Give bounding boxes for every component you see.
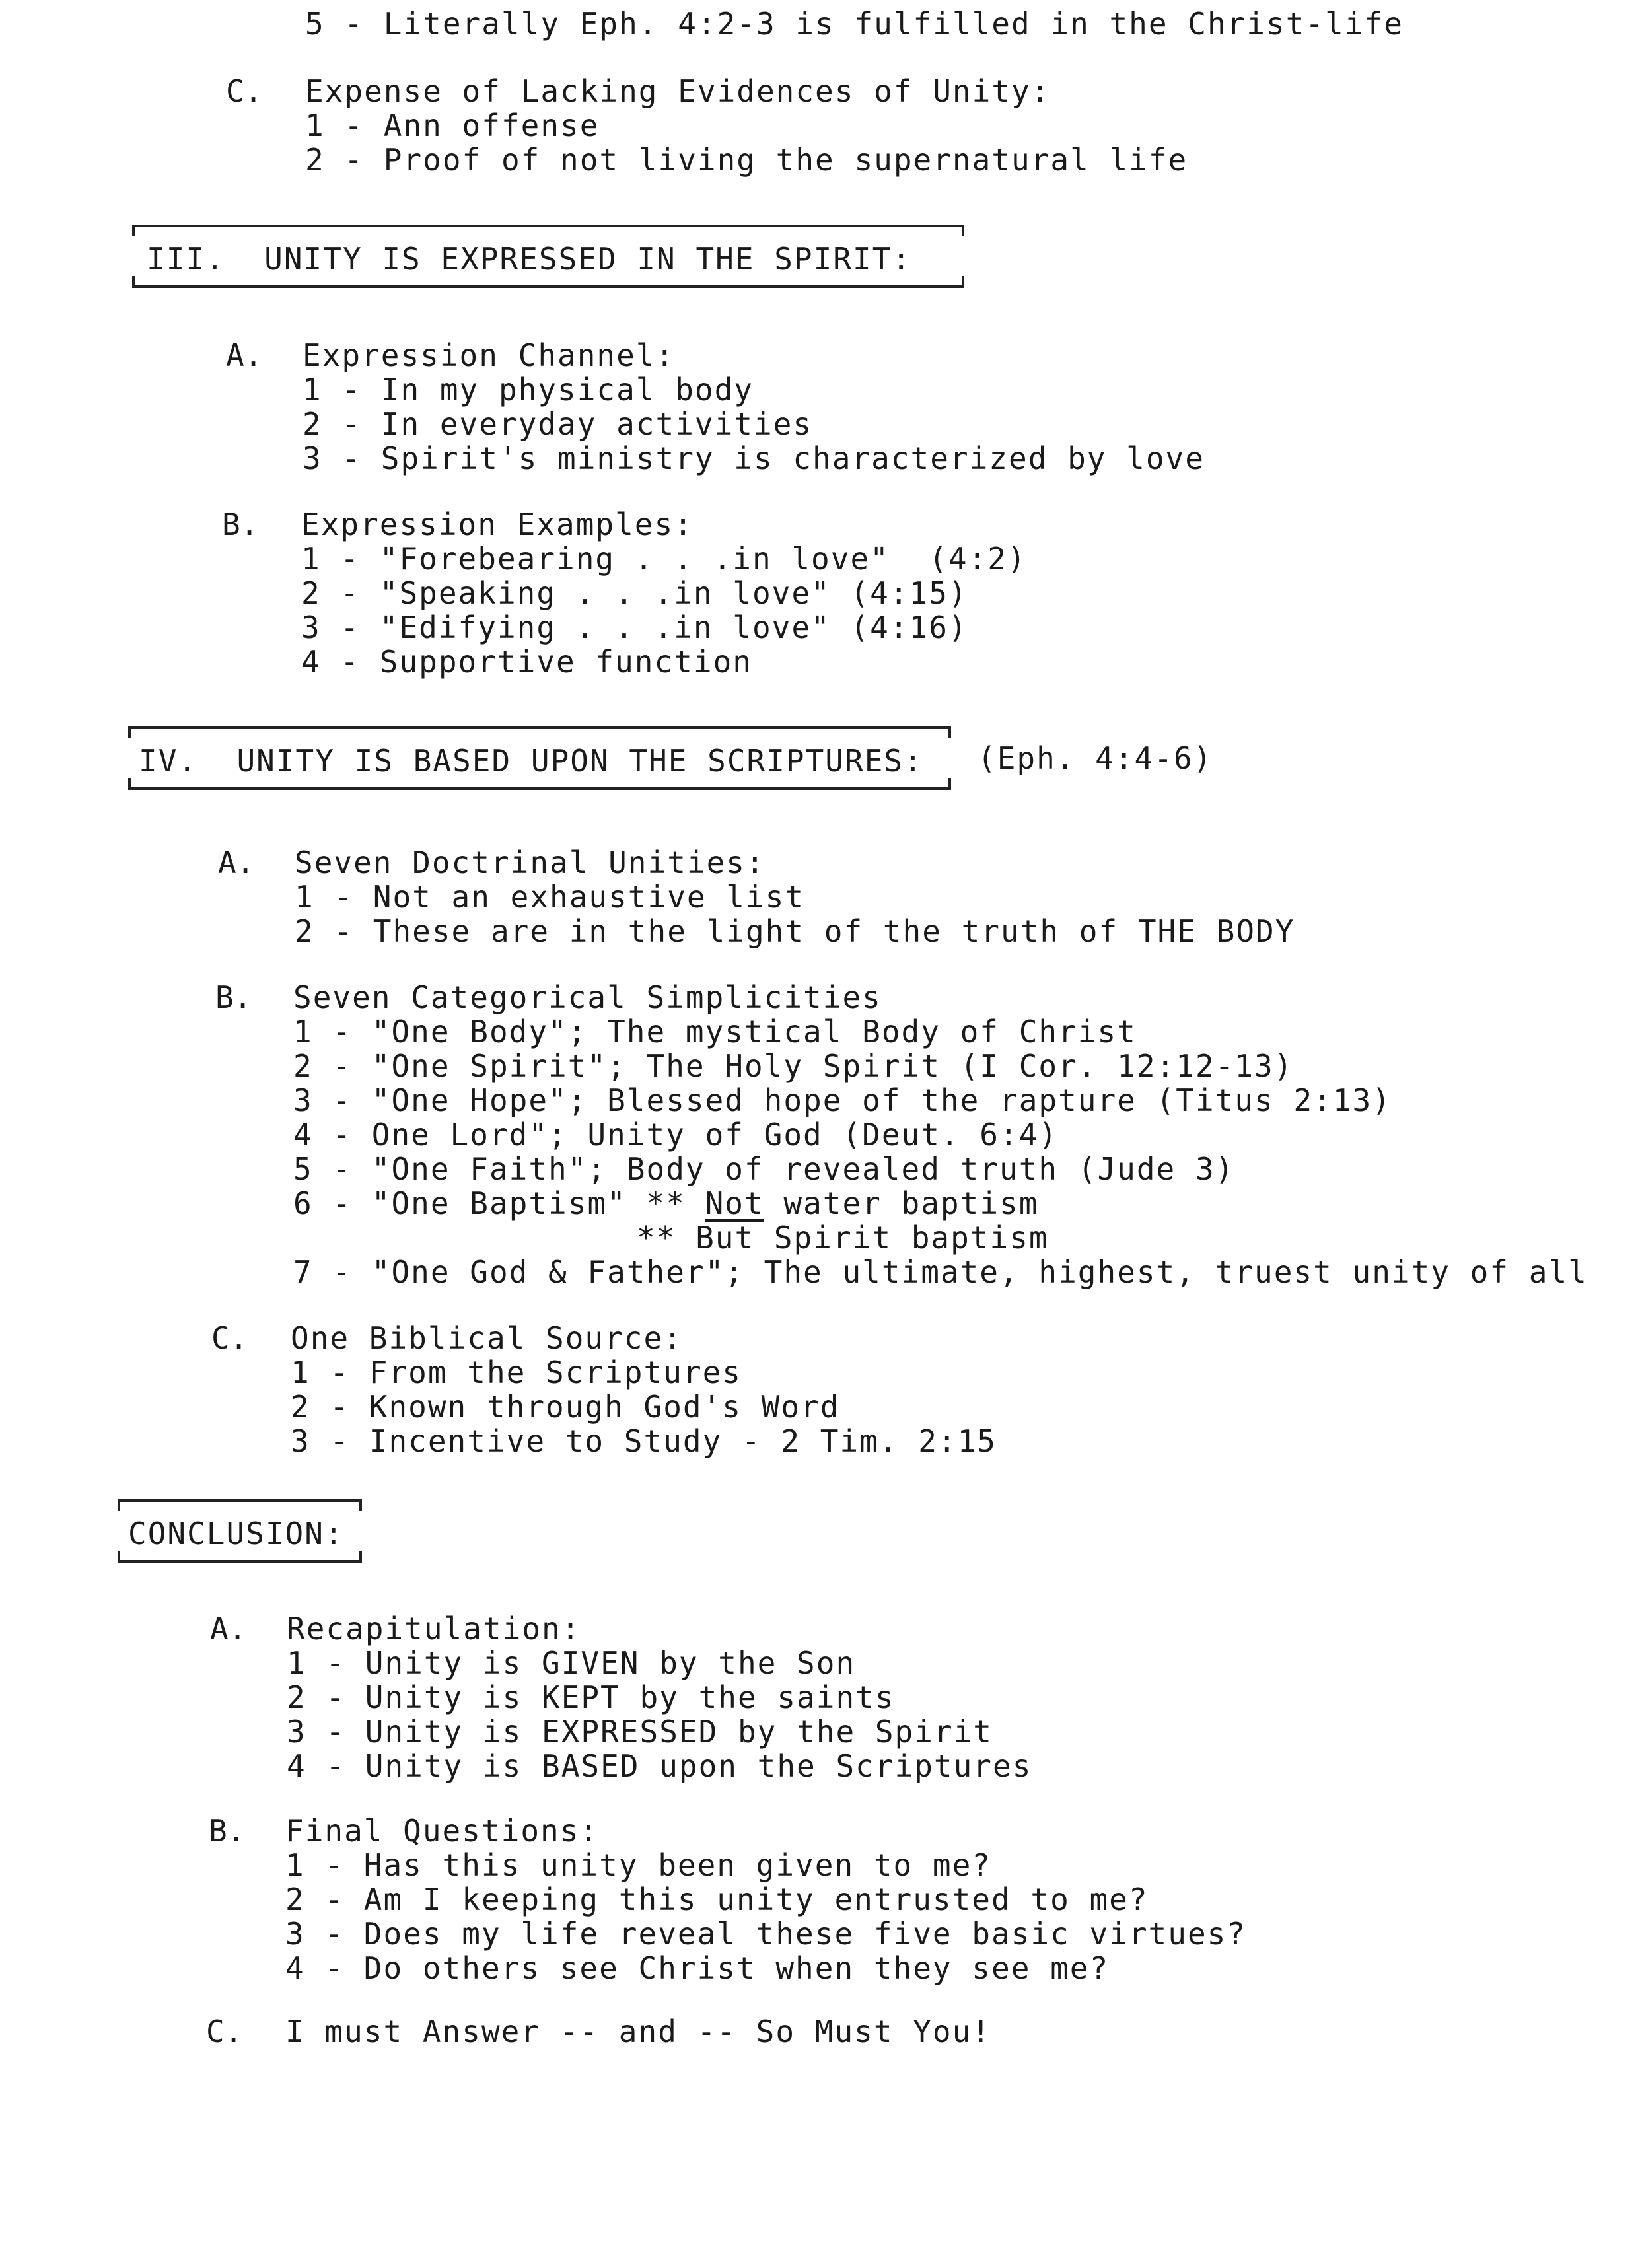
outline-item: 2 - These are in the light of the truth of THE BODY: [295, 913, 1295, 949]
outline-item: 3 - Incentive to Study - 2 Tim. 2:15: [291, 1423, 997, 1459]
outline-item: 4 - One Lord"; Unity of God (Deut. 6:4): [293, 1117, 1059, 1152]
section-heading: One Biblical Source:: [291, 1320, 683, 1356]
section-heading: Seven Categorical Simplicities: [293, 979, 882, 1015]
outline-item: 3 - Spirit's ministry is characterized by love: [303, 441, 1205, 476]
outline-item: 1 - Unity is GIVEN by the Son: [287, 1645, 856, 1681]
item-text: water baptism: [764, 1186, 1039, 1221]
section-mark: C.: [206, 2014, 243, 2049]
section-title-box: [128, 726, 951, 790]
section-heading: Recapitulation:: [287, 1611, 581, 1647]
outline-item: 2 - Known through God's Word: [291, 1389, 840, 1425]
scripture-reference: (Eph. 4:4-6): [978, 740, 1213, 776]
outline-item: 1 - Not an exhaustive list: [295, 879, 805, 915]
item-text: 6 - "One Baptism" **: [293, 1186, 705, 1221]
section-mark: B.: [222, 507, 259, 542]
outline-item: 1 - From the Scriptures: [291, 1355, 742, 1390]
outline-item: 2 - "One Spirit"; The Holy Spirit (I Cor. 12:12-13): [293, 1048, 1294, 1084]
outline-item: 5 - Literally Eph. 4:2-3 is fulfilled in the Christ-life: [305, 6, 1404, 42]
outline-item: 3 - Does my life reveal these five basic virtues?: [285, 1916, 1247, 1952]
section-heading: Expression Channel:: [303, 337, 676, 373]
outline-item: [293, 1186, 1038, 1221]
outline-item: 2 - Am I keeping this unity entrusted to me?: [285, 1882, 1149, 1917]
outline-item: 3 - "Edifying . . .in love" (4:16): [301, 610, 968, 645]
emphasis-text: Not: [705, 1186, 764, 1221]
outline-item: 7 - "One God & Father"; The ultimate, highest, truest unity of all: [293, 1254, 1588, 1290]
section-heading: Final Questions:: [285, 1813, 600, 1849]
outline-item: 4 - Unity is BASED upon the Scriptures: [287, 1748, 1032, 1784]
section-heading: Seven Doctrinal Unities:: [295, 845, 766, 880]
outline-item: 1 - In my physical body: [303, 372, 754, 408]
section-title: IV. UNITY IS BASED UPON THE SCRIPTURES:: [139, 743, 923, 779]
section-mark: C.: [226, 73, 263, 109]
section-mark: B.: [215, 979, 252, 1015]
outline-item: 4 - Supportive function: [301, 644, 752, 680]
section-title: III. UNITY IS EXPRESSED IN THE SPIRIT:: [147, 241, 912, 277]
outline-item: 1 - "One Body"; The mystical Body of Christ: [293, 1014, 1137, 1049]
outline-item: 1 - "Forebearing . . .in love" (4:2): [301, 541, 1027, 577]
outline-item: 4 - Do others see Christ when they see me?: [285, 1950, 1110, 1986]
outline-item: 3 - Unity is EXPRESSED by the Spirit: [287, 1714, 993, 1750]
outline-item: 2 - "Speaking . . .in love" (4:15): [301, 575, 968, 611]
outline-item-continuation: ** But Spirit baptism: [637, 1220, 1049, 1256]
section-title-box: [132, 225, 964, 288]
section-mark: C.: [211, 1320, 248, 1356]
outline-item: 2 - Unity is KEPT by the saints: [287, 1680, 895, 1715]
outline-item: 2 - Proof of not living the supernatural life: [305, 142, 1188, 178]
outline-item: 1 - Ann offense: [305, 108, 600, 143]
outline-item: 2 - In everyday activities: [303, 406, 813, 442]
section-mark: A.: [226, 337, 263, 373]
outline-item: 3 - "One Hope"; Blessed hope of the rapture (Titus 2:13): [293, 1082, 1392, 1118]
section-mark: B.: [209, 1813, 246, 1849]
section-mark: A.: [210, 1611, 247, 1647]
section-mark: A.: [218, 845, 255, 880]
outline-item: 5 - "One Faith"; Body of revealed truth (Jude 3): [293, 1151, 1235, 1187]
section-heading: Expense of Lacking Evidences of Unity:: [305, 73, 1051, 109]
outline-item: 1 - Has this unity been given to me?: [285, 1847, 991, 1883]
closing-statement: I must Answer -- and -- So Must You!: [285, 2014, 991, 2049]
section-title-box: [118, 1499, 362, 1563]
section-title: CONCLUSION:: [128, 1516, 344, 1551]
section-heading: Expression Examples:: [301, 507, 694, 542]
